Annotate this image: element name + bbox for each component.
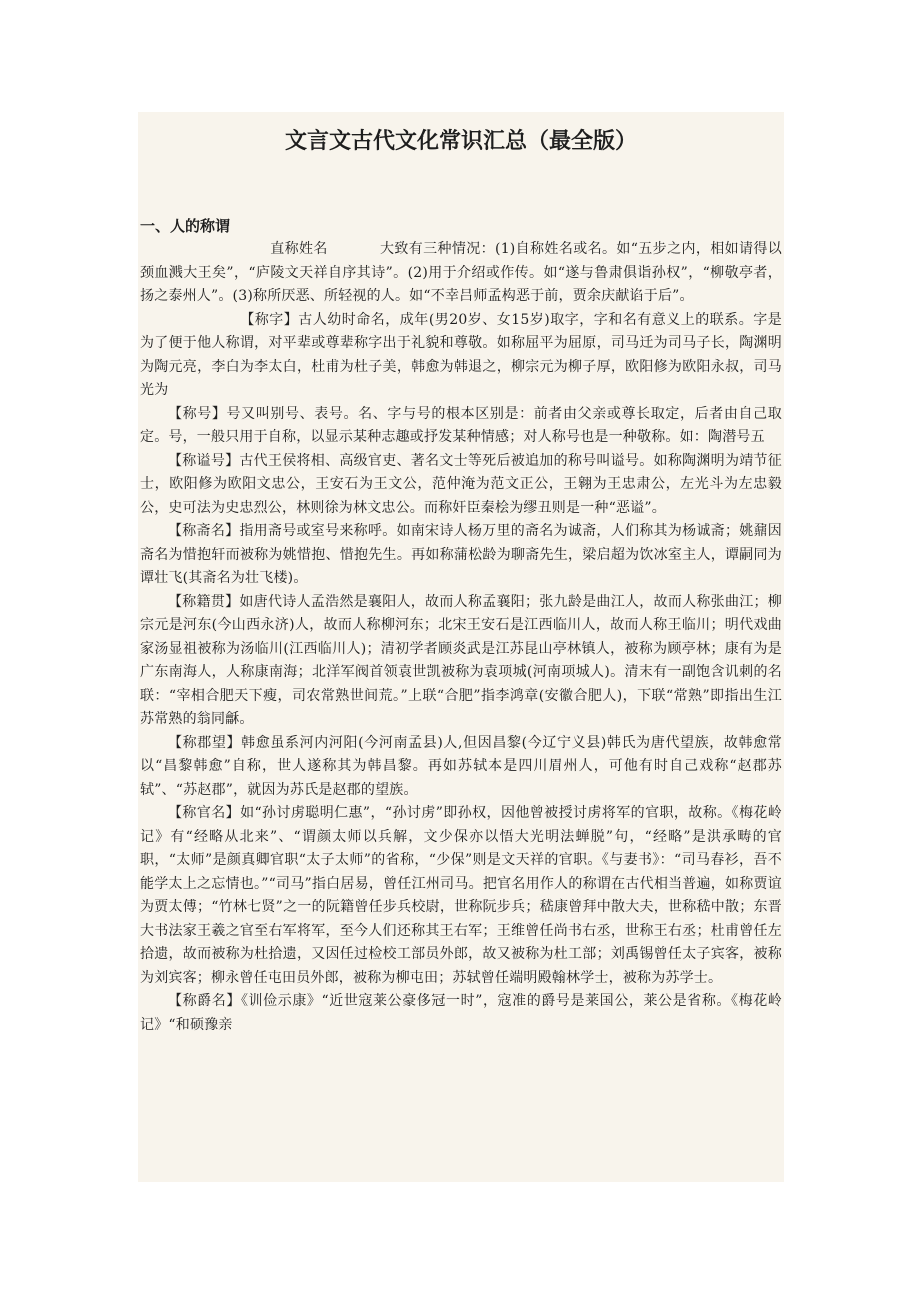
paragraph-clan-origin: 【称郡望】韩愈虽系河内河阳(今河南孟县)人,但因昌黎(今辽宁义县)韩氏为唐代望族，故韩愈常以“昌黎韩愈”自称，世人遂称其为韩昌黎。再如苏轼本是四川眉州人，可他有时自己戏称“赵郡苏轼”、“苏赵郡”，就因为苏氏是赵郡的望族。 (140, 734, 782, 798)
paragraph-direct-name (140, 238, 782, 309)
paragraph-art-name: 【称号】号又叫别号、表号。名、字与号的根本区别是：前者由父亲或尊长取定，后者由自己取定。号，一般只用于自称，以显示某种志趣或抒发某种情感；对人称号也是一种敬称。如：陶潜号五 (140, 405, 782, 445)
document-title: 文言文古代文化常识汇总（最全版） (284, 129, 637, 154)
direct-name-text: 大致有三种情况：(1)自称姓名或名。如“五步之内，相如请得以颈血溅大王矣”，“庐陵文天祥自序其诗”。(2)用于介绍或作传。如“遂与鲁肃俱诣孙权”，“柳敬亭者，扬之泰州人”。(3)称所厌恶、所轻视的人。如“不幸吕师孟构恶于前，贾余庆献谄于后”。 (140, 241, 782, 304)
courtesy-name-text: 【称字】古人幼时命名，成年(男20岁、女15岁)取字，字和名有意义上的联系。字是为了便于他人称谓，对平辈或尊辈称字出于礼貌和尊敬。如称屈平为屈原，司马迁为司马子长，陶渊明为陶元亮，李白为李太白，杜甫为杜子美，韩愈为韩退之，柳宗元为柳子厚，欧阳修为欧阳永叔，司马光为 (140, 311, 782, 398)
paragraph-official-title: 【称官名】如“孙讨虏聪明仁惠”，“孙讨虏”即孙权，因他曾被授讨虏将军的官职，故称。《梅花岭记》有“经略从北来”、“谓颜太师以兵解，文少保亦以悟大光明法蝉脱”句，“经略”是洪承畴的官职，“太师”是颜真卿官职“太子太师”的省称，“少保”则是文天祥的官职。《与妻书》：“司马春衫，吾不能学太上之忘情也。”“司马”指白居易，曾任江州司马。把官名用作人的称谓在古代相当普遍，如称贾谊为贾太傅；“竹林七贤”之一的阮籍曾任步兵校尉，世称阮步兵；嵇康曾拜中散大夫，世称嵇中散；东晋大书法家王羲之官至右军将军，至今人们还称其王右军；王维曾任尚书右丞，世称王右丞；杜甫曾任左拾遗，故而被称为杜拾遗，又因任过检校工部员外郎，故又被称为杜工部；刘禹锡曾任太子宾客，被称为刘宾客；柳永曾任屯田员外郎，被称为柳屯田；苏轼曾任端明殿翰林学士，被称为苏学士。 (140, 805, 782, 986)
document-page (138, 112, 784, 1182)
paragraph-courtesy-name (140, 309, 782, 403)
section-heading: 一、人的称谓 (140, 217, 231, 235)
paragraph-posthumous-name: 【称谥号】古代王侯将相、高级官吏、著名文士等死后被追加的称号叫谥号。如称陶渊明为靖节征士，欧阳修为欧阳文忠公，王安石为王文公，范仲淹为范文正公，王翱为王忠肃公，左光斗为左忠毅公，史可法为史忠烈公，林则徐为林文忠公。而称奸臣秦桧为缪丑则是一种“恶谥”。 (140, 452, 782, 516)
paragraph-noble-title: 【称爵名】《训俭示康》“近世寇莱公豪侈冠一时”，寇准的爵号是莱国公，莱公是省称。《梅花岭记》“和硕豫亲 (140, 993, 782, 1033)
paragraph-studio-name: 【称斋名】指用斋号或室号来称呼。如南宋诗人杨万里的斋名为诚斋，人们称其为杨诚斋；姚鼐因斋名为惜抱轩而被称为姚惜抱、惜抱先生。再如称蒲松龄为聊斋先生，梁启超为饮冰室主人，谭嗣同为谭壮飞(其斋名为壮飞楼)。 (140, 523, 782, 586)
direct-name-lead: 直称姓名 (270, 241, 328, 257)
paragraph-native-place: 【称籍贯】如唐代诗人孟浩然是襄阳人，故而人称孟襄阳；张九龄是曲江人，故而人称张曲江；柳宗元是河东(今山西永济)人，故而人称柳河东；北宋王安石是江西临川人，故而人称王临川；明代戏曲家汤显祖被称为汤临川(江西临川人)；清初学者顾炎武是江苏昆山亭林镇人，被称为顾亭林；康有为是广东南海人，人称康南海；北洋军阀首领袁世凯被称为袁项城(河南项城人)。清末有一副饱含讥刺的名联：“宰相合肥天下瘦，司农常熟世间荒。”上联“合肥”指李鸿章(安徽合肥人)，下联“常熟”即指出生江苏常熟的翁同龢。 (140, 593, 782, 727)
